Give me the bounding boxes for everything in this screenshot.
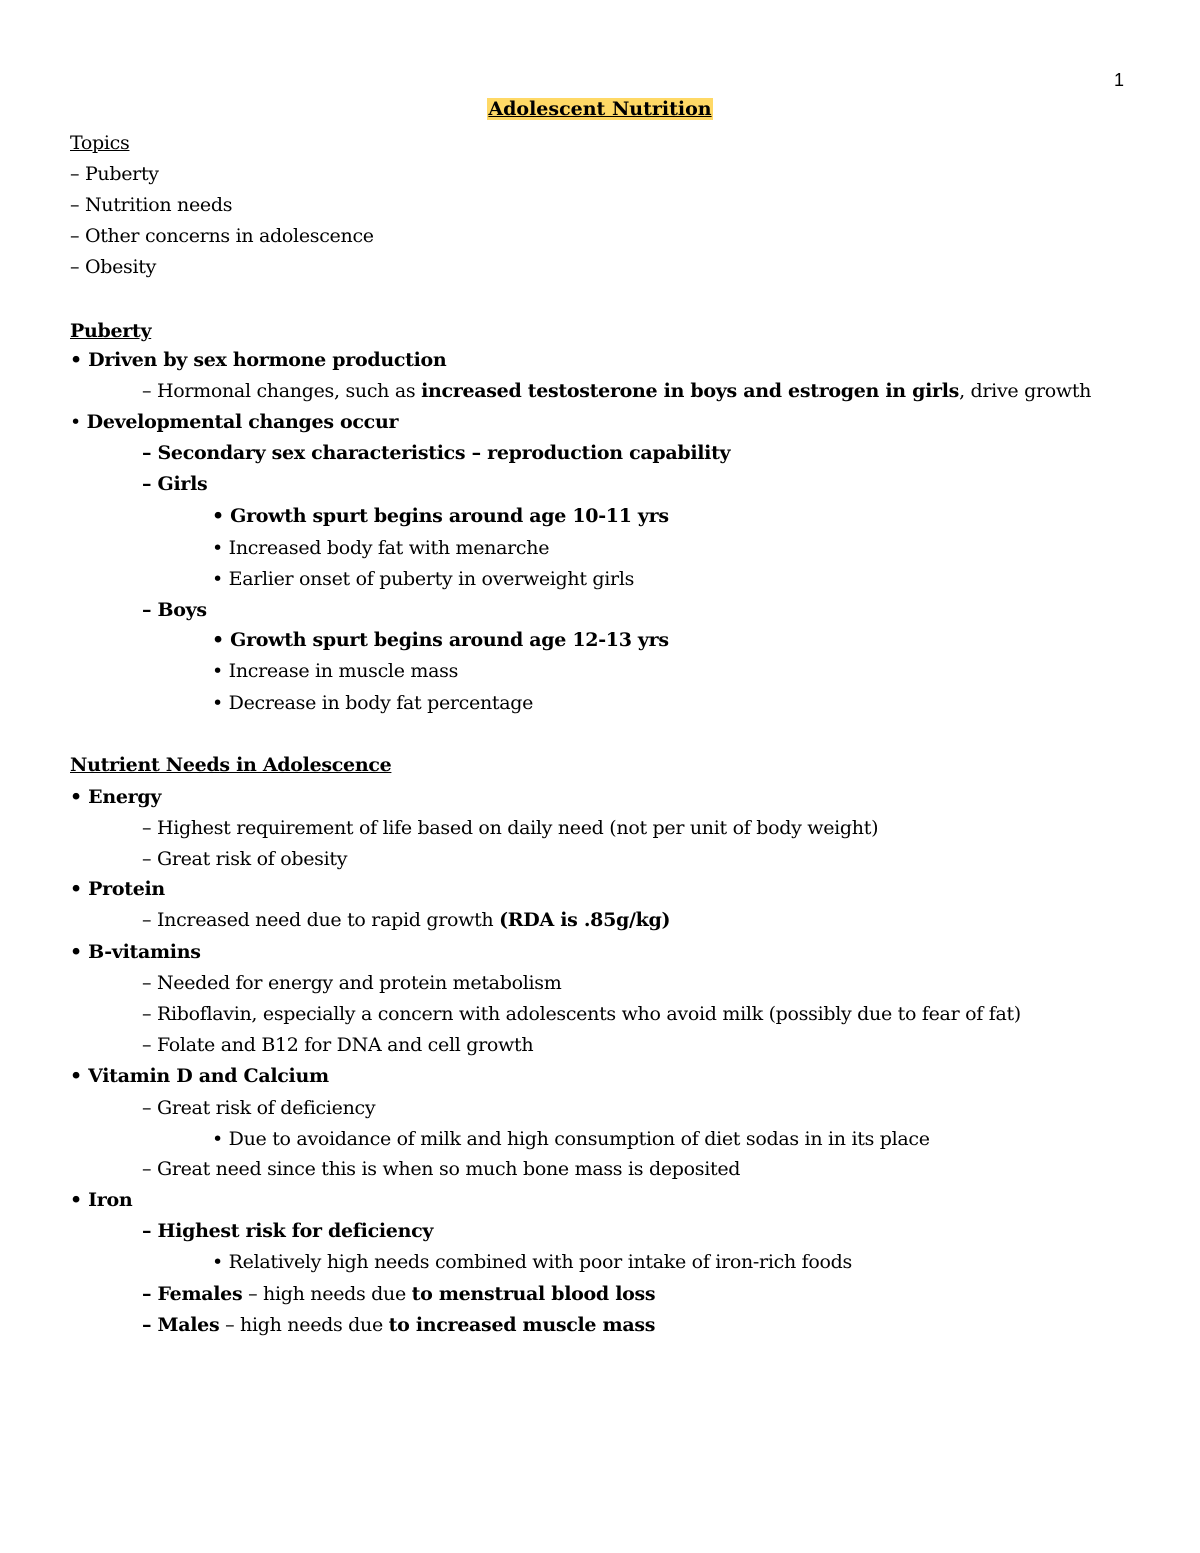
text-run: – Great need since this is when so much bone mass is deposited bbox=[142, 1158, 741, 1180]
text-run: increased testosterone in boys and estrogen in girls bbox=[421, 380, 960, 402]
text-run: (RDA is .85g/kg) bbox=[499, 909, 671, 931]
text-run: • Increase in muscle mass bbox=[212, 660, 459, 682]
outline-line bbox=[142, 1095, 375, 1121]
text-run: Puberty bbox=[70, 320, 152, 342]
outline-line bbox=[70, 409, 398, 435]
text-run: • Increased body fat with menarche bbox=[212, 537, 550, 559]
text-run: – Increased need due to rapid growth bbox=[142, 909, 500, 931]
text-run: – Nutrition needs bbox=[70, 194, 233, 216]
text-run: • Decrease in body fat percentage bbox=[212, 692, 534, 714]
outline-line bbox=[142, 1312, 655, 1338]
text-run: • Growth spurt begins around age 12-13 yrs bbox=[212, 629, 669, 651]
text-run: Developmental changes occur bbox=[86, 411, 399, 433]
text-run: • Earlier onset of puberty in overweight girls bbox=[212, 568, 635, 590]
text-run: – Highest requirement of life based on daily need (not per unit of body weight) bbox=[142, 817, 879, 839]
text-run: – Males bbox=[142, 1314, 220, 1336]
text-run: Topics bbox=[70, 132, 130, 154]
text-run: • Growth spurt begins around age 10-11 yrs bbox=[212, 505, 669, 527]
text-run: – Puberty bbox=[70, 163, 159, 185]
outline-line bbox=[70, 161, 159, 187]
outline-line bbox=[142, 1281, 655, 1307]
outline-line bbox=[142, 597, 207, 623]
outline-line bbox=[70, 254, 156, 280]
outline-line bbox=[212, 690, 533, 716]
document-title-text: Adolescent Nutrition bbox=[488, 98, 712, 120]
text-run: • Iron bbox=[70, 1189, 133, 1211]
outline-line bbox=[212, 658, 458, 684]
text-run: to increased muscle mass bbox=[388, 1314, 656, 1336]
outline-line bbox=[70, 318, 151, 344]
outline-line bbox=[142, 1001, 1021, 1027]
text-run: Nutrient Needs in Adolescence bbox=[70, 754, 392, 776]
text-run: • Vitamin D and Calcium bbox=[70, 1065, 329, 1087]
outline-line bbox=[142, 815, 878, 841]
text-run: – Girls bbox=[142, 473, 208, 495]
text-run: – Females bbox=[142, 1283, 243, 1305]
outline-line bbox=[212, 1126, 930, 1152]
text-run: – Highest risk for deficiency bbox=[142, 1220, 434, 1242]
outline-line bbox=[70, 223, 374, 249]
outline-line bbox=[212, 503, 669, 529]
outline-line bbox=[212, 535, 549, 561]
text-run: • Relatively high needs combined with poor intake of iron-rich foods bbox=[212, 1251, 852, 1273]
text-run: to menstrual blood loss bbox=[411, 1283, 656, 1305]
outline-line bbox=[70, 1187, 132, 1213]
outline-line bbox=[70, 752, 391, 778]
document-title bbox=[0, 98, 1200, 120]
text-run: • Protein bbox=[70, 878, 165, 900]
outline-line bbox=[70, 130, 129, 156]
outline-line bbox=[142, 440, 730, 466]
text-run: – Great risk of obesity bbox=[142, 848, 348, 870]
text-run: – high needs due bbox=[219, 1314, 389, 1336]
text-run: – Boys bbox=[142, 599, 207, 621]
text-run: – Obesity bbox=[70, 256, 157, 278]
text-run: • bbox=[70, 411, 87, 433]
outline-line bbox=[212, 627, 669, 653]
outline-line bbox=[142, 846, 347, 872]
text-run: – Riboflavin, especially a concern with adolescents who avoid milk (possibly due to fear of fat) bbox=[142, 1003, 1021, 1025]
text-run: • B-vitamins bbox=[70, 941, 201, 963]
outline-line bbox=[142, 378, 1091, 404]
text-run: – Hormonal changes, such as bbox=[142, 380, 422, 402]
outline-line bbox=[70, 192, 232, 218]
text-run: – Folate and B12 for DNA and cell growth bbox=[142, 1034, 534, 1056]
text-run: – Other concerns in adolescence bbox=[70, 225, 374, 247]
text-run: • Energy bbox=[70, 786, 162, 808]
outline-line bbox=[70, 347, 446, 373]
outline-line bbox=[70, 876, 165, 902]
outline-line bbox=[212, 1249, 852, 1275]
outline-line bbox=[142, 1218, 433, 1244]
text-run: , drive growth bbox=[959, 380, 1092, 402]
outline-line bbox=[142, 970, 561, 996]
text-run: – Needed for energy and protein metabolism bbox=[142, 972, 562, 994]
text-run: – high needs due bbox=[242, 1283, 412, 1305]
outline-line bbox=[142, 907, 670, 933]
text-run: – Great risk of deficiency bbox=[142, 1097, 376, 1119]
outline-line bbox=[70, 1063, 329, 1089]
outline-line bbox=[142, 1032, 533, 1058]
outline-line bbox=[142, 1156, 740, 1182]
outline-line bbox=[70, 939, 201, 965]
outline-line bbox=[70, 784, 161, 810]
outline-line bbox=[212, 566, 634, 592]
text-run: • Driven by sex hormone production bbox=[70, 349, 447, 371]
text-run: – Secondary sex characteristics – reproduction capability bbox=[142, 442, 731, 464]
outline-line bbox=[142, 471, 207, 497]
text-run: • Due to avoidance of milk and high consumption of diet sodas in in its place bbox=[212, 1128, 930, 1150]
page-number: 1 bbox=[1114, 70, 1125, 90]
